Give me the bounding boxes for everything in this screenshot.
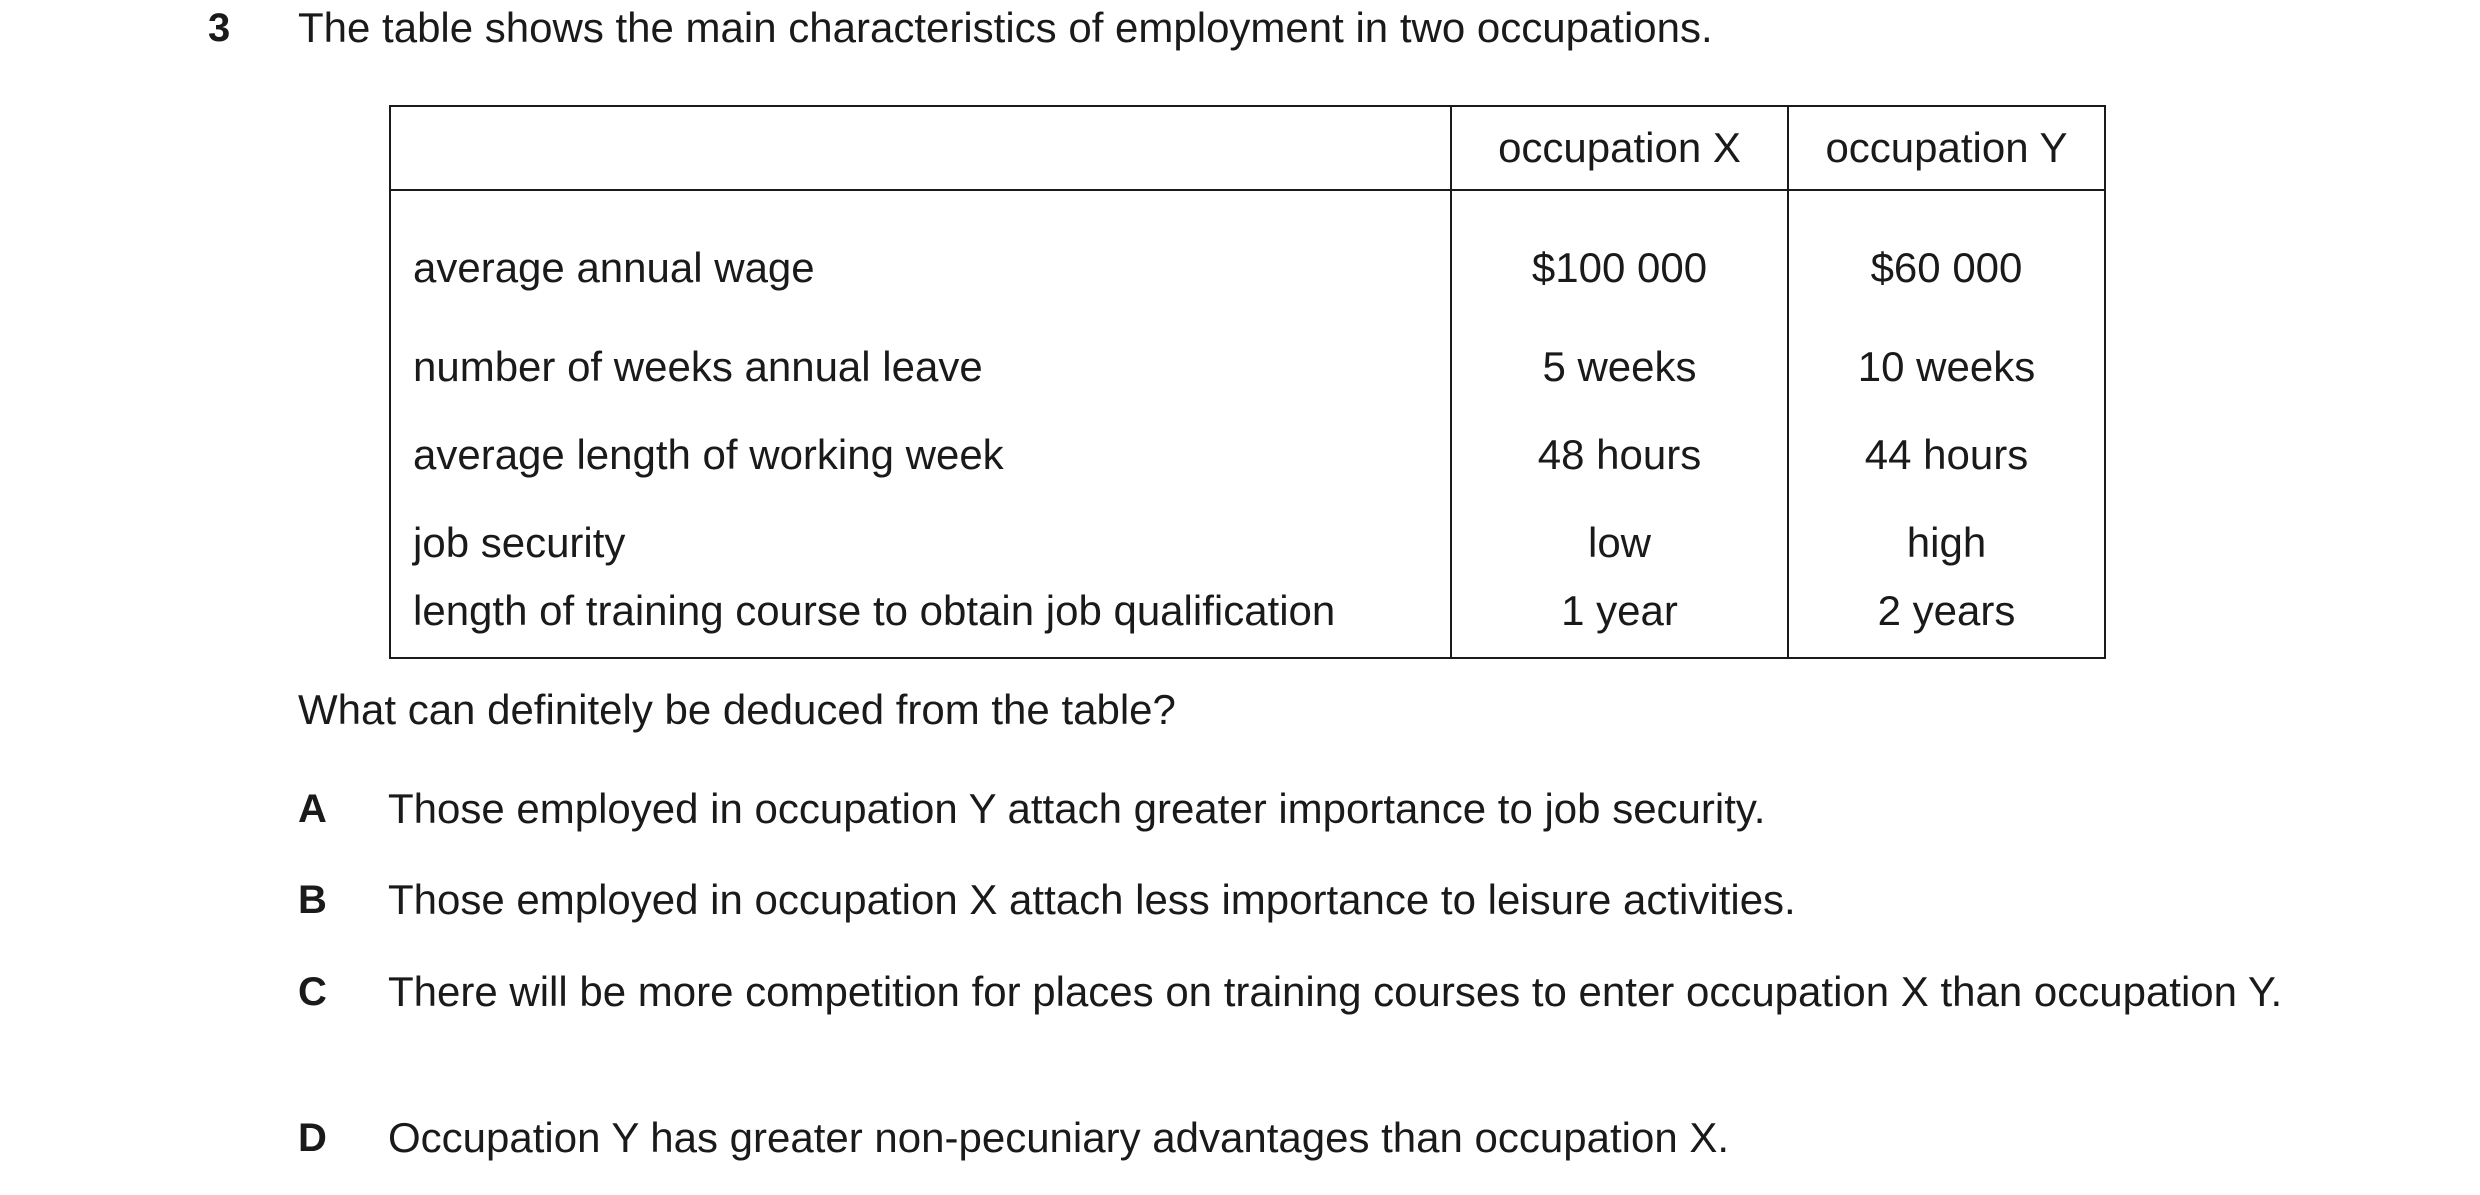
row-label: average length of working week: [390, 411, 1451, 499]
occupation-x-value: 48 hours: [1451, 411, 1788, 499]
row-label: job security: [390, 499, 1451, 587]
occupation-y-value: $60 000: [1788, 190, 2105, 323]
header-occupation-y: occupation Y: [1788, 106, 2105, 190]
table-row: [390, 411, 2105, 499]
option-letter: A: [298, 787, 327, 831]
answer-option-c: [298, 966, 2288, 1018]
table-row: [390, 499, 2105, 587]
table-row: [390, 190, 2105, 323]
occupation-x-value: low: [1451, 499, 1788, 587]
occupation-x-value: $100 000: [1451, 190, 1788, 323]
header-blank-cell: [390, 106, 1451, 190]
occupation-x-value: 5 weeks: [1451, 323, 1788, 411]
row-label: length of training course to obtain job qualification: [390, 587, 1451, 658]
question-number: 3: [208, 6, 231, 50]
table-header-row: [390, 106, 2105, 190]
occupation-y-value: high: [1788, 499, 2105, 587]
option-letter: C: [298, 970, 327, 1014]
occupation-y-value: 10 weeks: [1788, 323, 2105, 411]
option-letter: B: [298, 878, 327, 922]
option-text: Those employed in occupation Y attach greater importance to job security.: [388, 785, 1766, 832]
occupation-y-value: 2 years: [1788, 587, 2105, 658]
question-stem: The table shows the main characteristics of employment in two occupations.: [298, 4, 1713, 51]
row-label: average annual wage: [390, 190, 1451, 323]
row-label: number of weeks annual leave: [390, 323, 1451, 411]
header-occupation-x: occupation X: [1451, 106, 1788, 190]
table-row: [390, 323, 2105, 411]
question-prompt: What can definitely be deduced from the table?: [298, 686, 1176, 733]
table-row: [390, 587, 2105, 658]
occupation-y-value: 44 hours: [1788, 411, 2105, 499]
option-letter: D: [298, 1116, 327, 1160]
occupation-x-value: 1 year: [1451, 587, 1788, 658]
answer-option-d: [298, 1112, 2288, 1164]
answer-option-b: [298, 874, 2288, 926]
answer-option-a: [298, 783, 2288, 835]
option-text: Occupation Y has greater non-pecuniary advantages than occupation X.: [388, 1114, 1730, 1161]
option-text: There will be more competition for places on training courses to enter occupation X than occupation Y.: [388, 968, 2283, 1015]
option-text: Those employed in occupation X attach less importance to leisure activities.: [388, 876, 1796, 923]
occupation-table: [389, 105, 2106, 659]
